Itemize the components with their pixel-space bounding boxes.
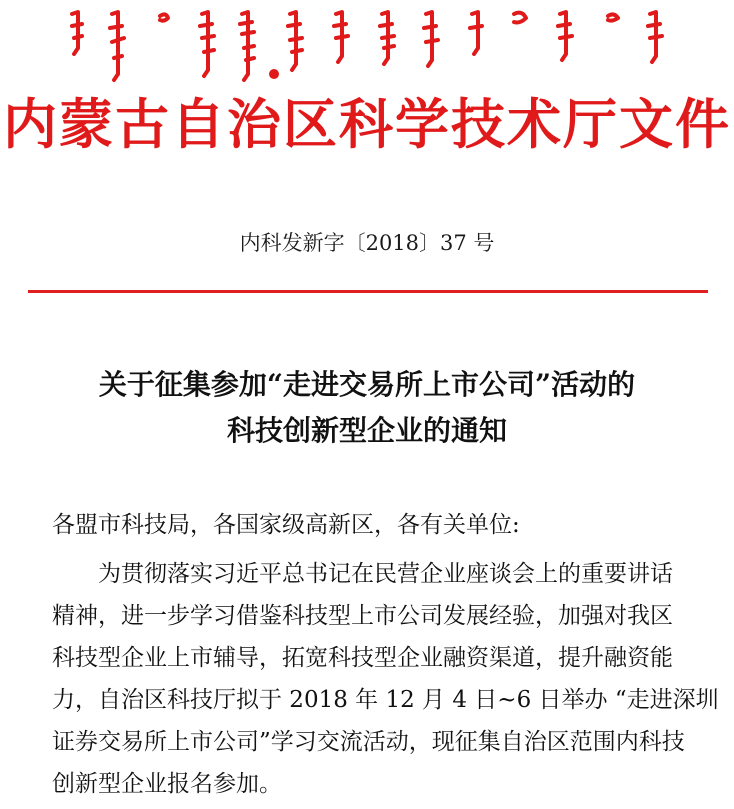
body-line: 为贯彻落实习近平总书记在民营企业座谈会上的重要讲话 <box>98 561 673 587</box>
body-line: 科技型企业上市辅导，拓宽科技型企业融资渠道，提升融资能 <box>52 645 673 671</box>
body-paragraph <box>52 553 719 805</box>
notice-title-line-1: 关于征集参加“走进交易所上市公司”活动的 <box>98 368 636 401</box>
issuing-authority-title: 内蒙古自治区科学技术厅文件 <box>3 92 731 156</box>
body-line: 证券交易所上市公司”学习交流活动，现征集自治区范围内科技 <box>52 729 685 755</box>
notice-title-line-2: 科技创新型企业的通知 <box>226 414 507 447</box>
notice-title <box>0 362 734 454</box>
body-line: 创新型企业报名参加。 <box>52 771 282 797</box>
red-divider-line <box>28 290 708 293</box>
mongolian-script-header <box>64 8 684 86</box>
document-number: 内科发新字〔2018〕37 号 <box>239 231 495 255</box>
mongolian-script-graphic <box>64 8 684 86</box>
salutation: 各盟市科技局，各国家级高新区，各有关单位: <box>52 512 520 538</box>
body-line: 力，自治区科技厅拟于 2018 年 12 月 4 日~6 日举办 “走进深圳 <box>52 687 719 713</box>
body-line: 精神，进一步学习借鉴科技型上市公司发展经验，加强对我区 <box>52 603 673 629</box>
